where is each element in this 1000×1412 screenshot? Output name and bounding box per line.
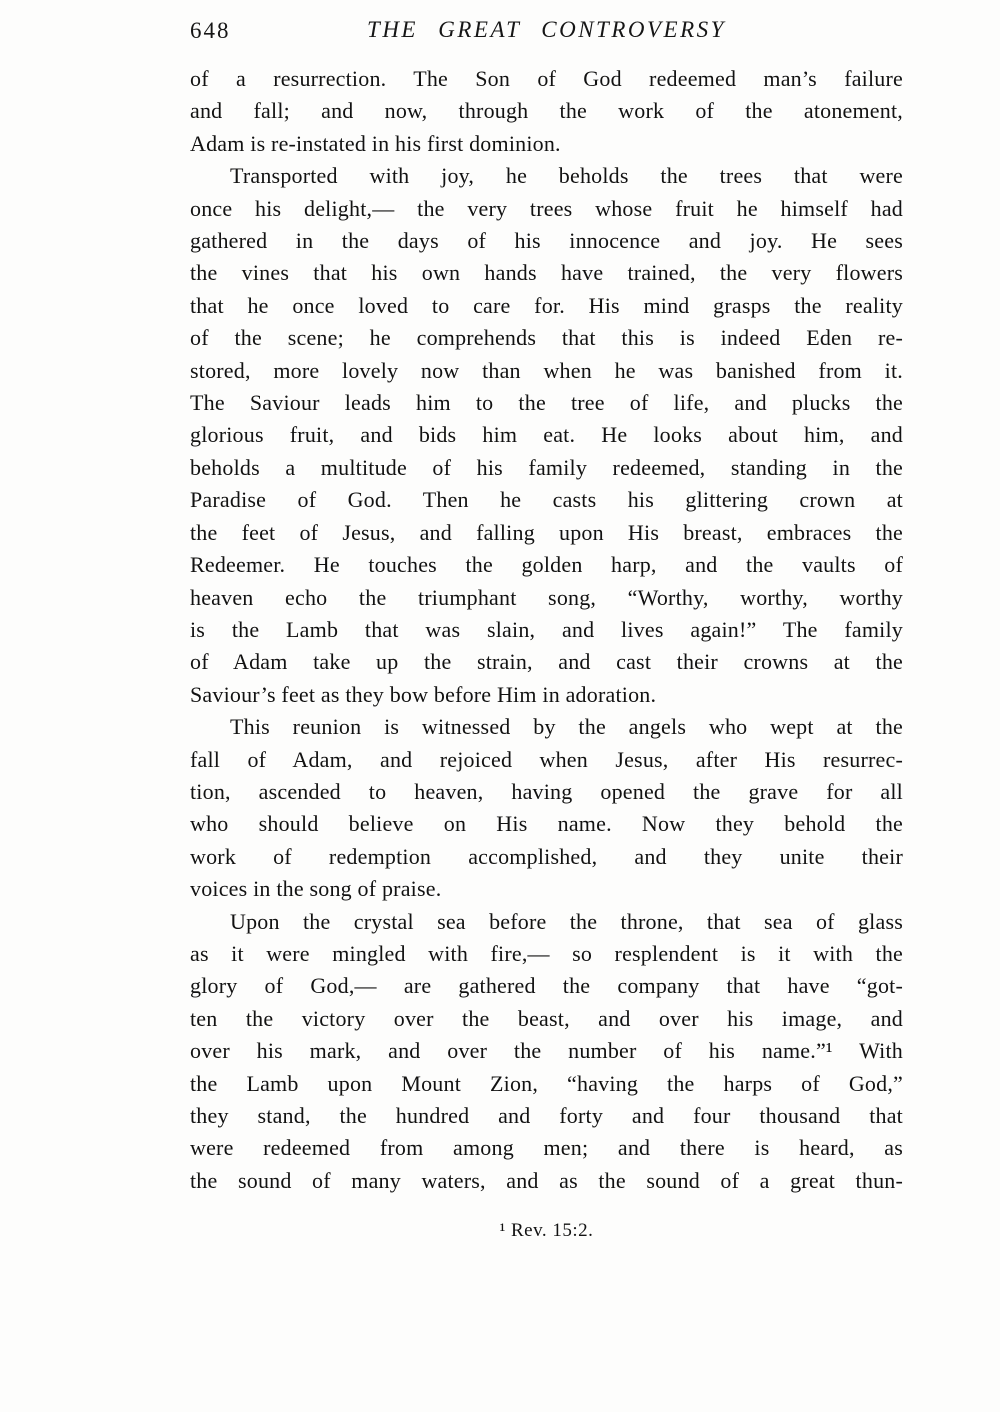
page-body: [190, 63, 903, 1197]
text-line: the vines that his own hands have trained, the very flowers: [190, 260, 903, 286]
footnote: ¹ Rev. 15:2.: [499, 1220, 594, 1241]
text-line: Adam is re-instated in his first dominion.: [190, 130, 561, 156]
text-line: The Saviour leads him to the tree of life, and plucks the: [190, 390, 903, 416]
text-line: as it were mingled with fire,— so resplendent is it with the: [190, 940, 903, 966]
paragraph: [190, 160, 903, 711]
text-line: voices in the song of praise.: [190, 876, 442, 902]
text-line: and fall; and now, through the work of the atonement,: [190, 98, 903, 124]
text-line: Paradise of God. Then he casts his glittering crown at: [190, 487, 903, 513]
text-line: they stand, the hundred and forty and four thousand that: [190, 1103, 903, 1128]
page-number: 648: [190, 18, 231, 43]
text-line: Transported with joy, he beholds the trees that were: [230, 163, 903, 189]
text-line: gathered in the days of his innocence and joy. He sees: [190, 228, 903, 254]
text-line: tion, ascended to heaven, having opened the grave for all: [190, 778, 903, 804]
text-line: Saviour’s feet as they bow before Him in adoration.: [190, 681, 657, 707]
text-line: This reunion is witnessed by the angels who wept at the: [230, 714, 903, 740]
text-line: glorious fruit, and bids him eat. He looks about him, and: [190, 422, 903, 448]
text-line: of Adam take up the strain, and cast their crowns at the: [190, 649, 903, 675]
text-line: is the Lamb that was slain, and lives again!” The family: [190, 616, 903, 642]
text-line: work of redemption accomplished, and they unite their: [190, 843, 903, 869]
text-line: who should believe on His name. Now they behold the: [190, 811, 903, 837]
text-line: of a resurrection. The Son of God redeemed man’s failure: [190, 66, 903, 91]
text-line: once his delight,— the very trees whose fruit he himself had: [190, 195, 903, 221]
running-title: THE GREAT CONTROVERSY: [367, 17, 726, 42]
text-line: over his mark, and over the number of his name.”¹ With: [190, 1038, 903, 1064]
text-line: the feet of Jesus, and falling upon His breast, embraces the: [190, 519, 903, 545]
text-line: were redeemed from among men; and there is heard, as: [190, 1135, 903, 1161]
text-line: Redeemer. He touches the golden harp, and the vaults of: [190, 552, 903, 578]
paragraph: [190, 711, 903, 905]
text-line: fall of Adam, and rejoiced when Jesus, after His resurrec-: [190, 746, 903, 772]
paragraph: [190, 63, 903, 160]
text-line: stored, more lovely now than when he was banished from it.: [190, 357, 903, 383]
text-line: Upon the crystal sea before the throne, that sea of glass: [230, 908, 903, 934]
text-line: the Lamb upon Mount Zion, “having the harps of God,”: [190, 1070, 903, 1096]
text-line: glory of God,— are gathered the company that have “got-: [190, 973, 903, 999]
text-line: beholds a multitude of his family redeemed, standing in the: [190, 454, 903, 480]
text-line: the sound of many waters, and as the sound of a great thun-: [190, 1167, 903, 1193]
text-line: of the scene; he comprehends that this is indeed Eden re-: [190, 325, 903, 351]
page-header: [190, 17, 903, 49]
paragraph: [190, 906, 903, 1198]
text-line: ten the victory over the beast, and over his image, and: [190, 1005, 903, 1031]
text-line: heaven echo the triumphant song, “Worthy, worthy, worthy: [190, 584, 903, 610]
text-line: that he once loved to care for. His mind grasps the reality: [190, 292, 903, 318]
